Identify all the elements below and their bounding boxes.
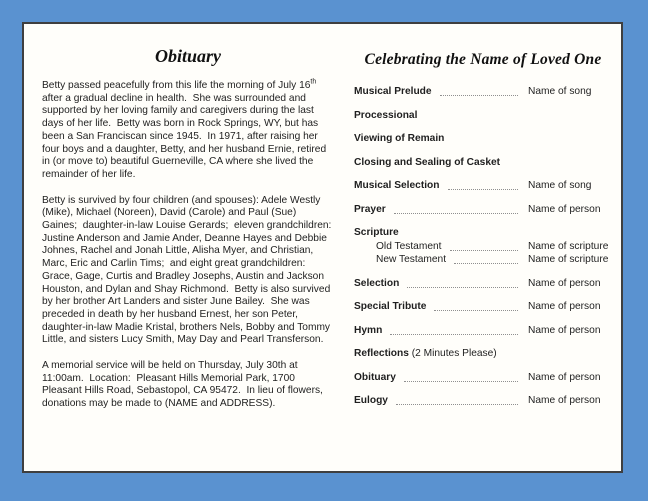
service-item-label: Obituary — [354, 371, 396, 383]
dotted-leader — [448, 189, 519, 190]
dotted-leader — [454, 263, 518, 264]
service-item — [354, 157, 612, 169]
obituary-text — [42, 80, 334, 411]
service-item-value: Name of scripture — [528, 240, 609, 252]
service-item-value: Name of song — [528, 180, 592, 191]
paragraph-text: A memorial service will be held on Thursday, July 30th at 11:00am. Location: Pleasant Hills Memorial Park, 1700 Pleasant Hills Road, Sebastopol, CA 95472. In lieu of flowers, donations may be made to (NAME and ADDRESS). — [42, 360, 326, 410]
paragraph-text: Betty is survived by four children (and spouses): Adele Westly (Mike), Michael (Noreen), David (Carole) and Paul (Sue) Gaines; daughter-in-law Louise Gerards; eleven grandchildren: Justine Anderson and Jamie Ander, Deanne Hayes and Debbie Johnes, Rachel and Jonah Little, Alisha Myer, and Christian, Marc, Eric and Carlin Tims; and eight great grandchildren: Grace, Gage, Curtis and Bradley Josephs, Austin and Jackson Houston, and Dylan and Shay Richmond. Betty is also survived by her brother Art Landers and sister June Bailey. She was preceded in death by her husband Ernest, her son Peter, daughter-in-law Madie Kristal, brothers Nels, Bobby and Tommy Little, and sisters Lucy Smith, May Day and Pearl Transferson. — [42, 194, 335, 346]
dotted-leader — [450, 250, 519, 251]
service-item — [354, 180, 612, 192]
service-item-value: Name of person — [528, 203, 601, 215]
service-item-value: Name of person — [528, 324, 601, 336]
service-item-label: Musical Prelude — [354, 86, 432, 97]
service-item-label: Musical Selection — [354, 180, 440, 191]
service-item-value: Name of scripture — [528, 254, 609, 265]
order-of-service — [354, 86, 612, 407]
service-item-label: New Testament — [376, 254, 447, 265]
paragraph-text: Betty passed peacefully from this life the morning of July 16 — [42, 80, 311, 91]
service-item — [354, 301, 612, 313]
service-item — [354, 348, 612, 360]
obituary-paragraph — [42, 360, 334, 411]
dotted-leader — [434, 310, 518, 311]
service-item-label: Hymn — [354, 324, 383, 336]
program-sheet — [22, 22, 623, 473]
dotted-leader — [440, 95, 518, 96]
service-item-label: Processional — [354, 109, 418, 121]
obituary-paragraph — [42, 80, 334, 182]
service-item — [354, 325, 612, 337]
service-item — [354, 278, 612, 290]
service-item-label: Eulogy — [354, 395, 388, 406]
service-item-label: Reflections — [354, 348, 409, 359]
obituary-paragraph — [42, 195, 334, 347]
dotted-leader — [390, 334, 518, 335]
obituary-title: Obituary — [154, 46, 221, 66]
service-item-label: Special Tribute — [354, 301, 427, 312]
service-sub-item — [354, 254, 612, 266]
service-title: Celebrating the Name of Loved One — [364, 51, 602, 68]
service-column — [354, 24, 612, 419]
service-item — [354, 372, 612, 384]
obituary-column — [42, 24, 334, 424]
dotted-leader — [404, 381, 518, 382]
dotted-leader — [407, 287, 518, 288]
service-item — [354, 86, 612, 98]
service-item — [354, 395, 612, 407]
service-item-note: (2 Minutes Please) — [408, 348, 497, 359]
service-item-value: Name of person — [528, 395, 601, 406]
service-item-value: Name of person — [528, 277, 601, 289]
service-item — [354, 227, 612, 239]
service-item-value: Name of person — [528, 301, 601, 312]
service-item-value: Name of song — [528, 86, 592, 97]
superscript-text: th — [310, 78, 317, 86]
service-item-label: Old Testament — [376, 240, 442, 252]
service-item-label: Selection — [354, 277, 400, 289]
service-item — [354, 110, 612, 122]
service-item-label: Prayer — [354, 203, 386, 215]
service-item — [354, 204, 612, 216]
service-item — [354, 133, 612, 145]
dotted-leader — [396, 404, 518, 405]
service-item-label: Scripture — [354, 227, 399, 238]
service-item-label: Viewing of Remain — [354, 133, 445, 144]
service-sub-item — [354, 241, 612, 253]
dotted-leader — [394, 213, 518, 214]
paragraph-text: after a gradual decline in health. She was surrounded and supported by her loving family and caregivers during the last days of her life. Betty was born in Rock Springs, WY, but has been a San Franciscan since 1945. In 1971, after raising her four boys and a daughter, Betty, and her husband Ernie, retired in (or move to) beautiful Guerneville, CA where she lived the remainder of her life. — [42, 80, 329, 180]
service-item-label: Closing and Sealing of Casket — [354, 156, 501, 168]
service-item-value: Name of person — [528, 371, 601, 383]
